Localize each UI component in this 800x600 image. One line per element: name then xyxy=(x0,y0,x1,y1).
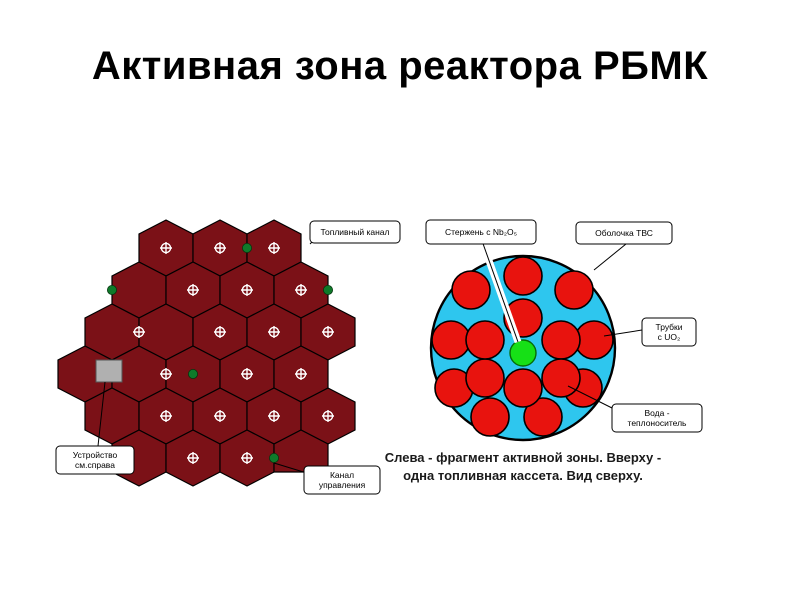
callout-control-channel-line2: управления xyxy=(318,480,366,490)
device-square-marker xyxy=(96,360,122,382)
callout-device-right-line2: см.справа xyxy=(75,460,115,470)
callout-coolant-water-line1: Вода - xyxy=(644,408,670,418)
callout-control-channel-line1: Канал xyxy=(329,470,355,480)
callout-fuel-channel-label: Топливный канал xyxy=(320,227,390,237)
callout-control-channel xyxy=(274,463,380,494)
left-panel-hex-lattice xyxy=(56,220,400,494)
diagram-caption xyxy=(385,450,661,483)
callout-nb2o5-rod-label: Стержень с Nb₂O₅ xyxy=(444,227,518,237)
callout-fa-cladding-label: Оболочка ТВС xyxy=(595,228,653,238)
callout-uo2-tube-line2: с UO₂ xyxy=(657,332,681,342)
callout-fuel-channel xyxy=(310,221,400,244)
nb2o5-center-rod xyxy=(510,340,536,366)
right-panel-fuel-assembly xyxy=(426,220,702,440)
reactor-diagram-figure xyxy=(38,208,768,518)
diagram-caption-line1: Слева - фрагмент активной зоны. Вверху - xyxy=(384,450,662,465)
diagram-caption-line2: одна топливная кассета. Вид сверху. xyxy=(403,468,643,483)
callout-uo2-tube xyxy=(604,318,696,346)
page-title: Активная зона реактора РБМК xyxy=(91,44,709,88)
callout-uo2-tube-line1: Трубки xyxy=(655,322,683,332)
callout-device-right-line1: Устройство xyxy=(72,450,118,460)
callout-fa-cladding xyxy=(576,222,672,270)
callout-coolant-water-line2: теплоноситель xyxy=(627,418,687,428)
